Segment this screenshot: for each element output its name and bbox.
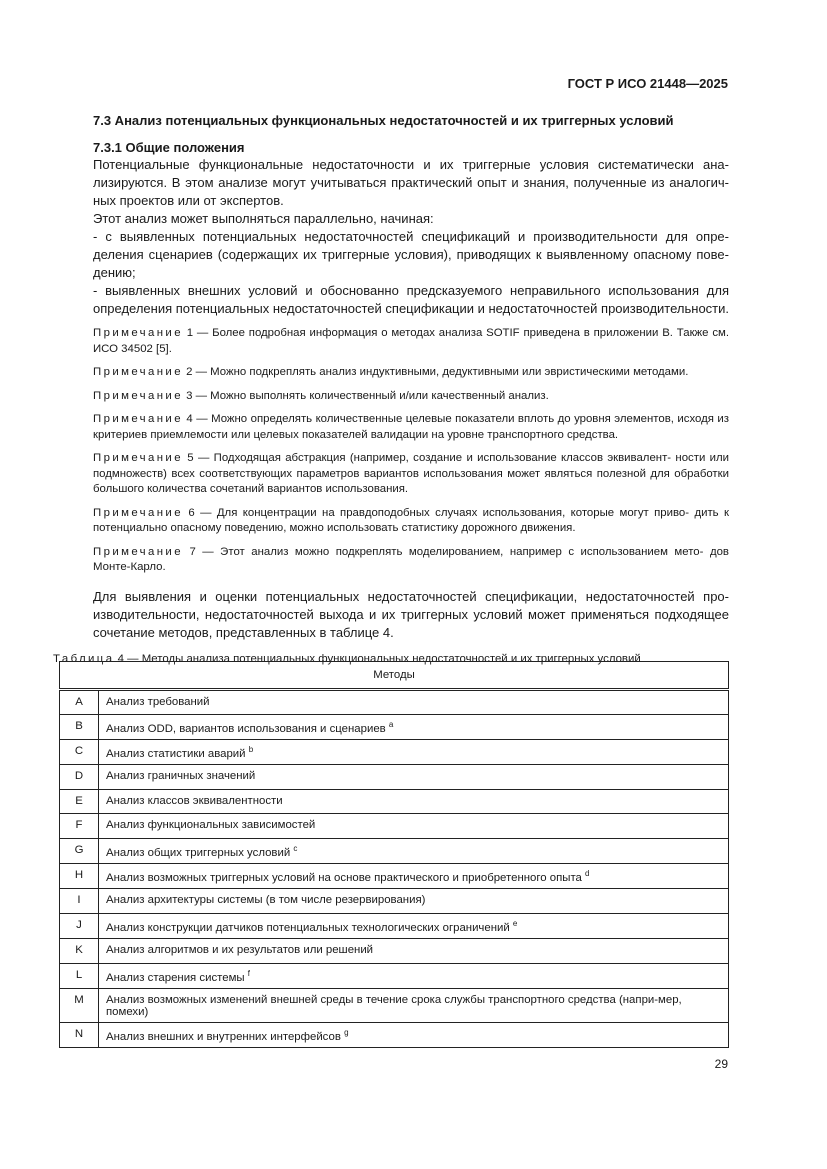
closing-line-1: Для выявления и оценки потенциальных недостаточностей спецификации, недостаточностей про- [93,588,729,604]
note-continuation: методами. [633,366,689,378]
note-3 [93,389,729,405]
closing-line-3: сочетание методов, представленных в таблице 4. [93,624,394,640]
note-text: — Можно определять количественные целевые показатели вплоть до уровня элементов, [196,413,674,425]
method-code: N [60,1022,99,1047]
note-label: Примечание [93,545,183,558]
method-code: K [60,938,99,963]
method-code: J [60,913,99,938]
table-row [60,814,729,839]
note-label: Примечание [93,506,183,519]
section-content [53,112,730,671]
note-6 [93,506,729,537]
note-text: — Подходящая абстракция (например, создание и использование классов эквивалент- [197,452,672,464]
method-cell [99,963,729,988]
note-label: Примечание [93,366,183,378]
footnote-marker: c [293,844,298,854]
methods-table [59,661,729,1048]
method-name: Анализ возможных изменений внешней среды в течение срока службы транспортного средства (напри-мер, помехи) [106,993,682,1018]
intro-line-3: ных проектов или от экспертов. [93,193,284,208]
note-4 [93,412,729,443]
bullet-item-2 [93,282,729,318]
method-code: L [60,963,99,988]
method-cell [99,690,729,715]
table-row [60,839,729,864]
bullet-1-line-1: - с выявленных потенциальных недостаточностей спецификаций и производительности для опре- [93,229,729,244]
note-number: 2 [186,366,193,378]
method-code: I [60,889,99,914]
method-code: M [60,988,99,1022]
method-name: Анализ алгоритмов и их результатов или решений [106,943,374,956]
note-continuation: Также см. ИСО 34502 [5]. [93,327,730,355]
method-name: Анализ архитектуры системы (в том числе резервирования) [106,894,426,907]
bullet-2-line-1: - выявленных внешних условий и обоснованно предсказуемого неправильного использования для [93,283,729,298]
table-row [60,864,729,889]
footnote-marker: f [247,968,250,978]
table-row [60,789,729,814]
note-continuation: дов Монте-Карло. [93,545,729,573]
note-continuation: исходя из критериев приемлемости или целевых показателей валидации на уровне транспортного средства. [93,413,729,441]
table-row [60,690,729,715]
method-code: G [60,839,99,864]
bullet-1-line-3: дению; [93,265,136,280]
footnote-marker: e [512,918,518,928]
bullet-2-line-2: определения потенциальных недостаточностей спецификации и недостаточностей производительности. [93,301,730,316]
intro-line-2: лизируются. В этом анализе могут учитываться практический опыт и знания, полученные из аналогич- [93,175,729,190]
table-row [60,963,729,988]
method-cell [99,1022,729,1047]
note-number: 4 [186,413,193,425]
note-number: 7 [189,545,196,558]
note-number: 3 [186,389,193,402]
method-cell [99,764,729,789]
method-cell [99,839,729,864]
note-label: Примечание [93,452,183,464]
paragraph-parallel: Этот анализ может выполняться параллельно, начиная: [93,211,434,226]
method-name: Анализ статистики аварий [106,747,246,760]
note-continuation: дить к потенциально опасному поведению, можно использовать статистику дорожного движения. [93,506,729,534]
closing-paragraph [93,588,729,642]
method-code: D [60,764,99,789]
subsection-title: 7.3.1 Общие положения [93,140,245,155]
note-number: 6 [188,506,195,519]
method-cell [99,814,729,839]
method-code: E [60,789,99,814]
bullet-1-line-2: деления сценариев (содержащих их триггерные условия), приводящих к выявленному опасному пове- [93,247,729,262]
method-cell [99,864,729,889]
method-name: Анализ требований [106,696,210,708]
note-text: — Можно подкреплять анализ индуктивными, дедуктивными или эвристическими [195,366,630,378]
table-row [60,938,729,963]
note-text: — Можно выполнять количественный и/или качественный анализ. [195,389,549,402]
method-name: Анализ возможных триггерных условий на основе практического и приобретенного опыта [106,872,582,885]
intro-line-1: Потенциальные функциональные недостаточности и их триггерные условия систематически ана- [93,157,729,172]
footnote-marker: g [344,1027,349,1037]
method-name: Анализ старения системы [106,971,245,984]
method-code: F [60,814,99,839]
table-row [60,988,729,1022]
method-code: C [60,739,99,764]
table-header-row [60,662,729,690]
note-2 [93,365,729,381]
note-7 [93,545,729,576]
method-cell [99,988,729,1022]
footnote-marker: a [388,719,394,729]
footnote-marker: b [248,744,254,754]
method-code: A [60,690,99,715]
table-body [60,690,729,1048]
note-continuation: ности или подмножеств) всех соответствующих параметров вариантов использования может являться полезной для обработки большого количества сочетаний вариантов использования. [93,452,730,495]
note-number: 1 [186,327,194,339]
method-cell [99,789,729,814]
document-header: ГОСТ Р ИСО 21448—2025 [567,76,728,91]
table-row [60,764,729,789]
method-name: Анализ общих триггерных условий [106,847,291,860]
bullet-item-1 [93,228,729,282]
method-name: Анализ ODD, вариантов использования и сценариев [106,722,386,735]
table-row [60,714,729,739]
method-cell [99,938,729,963]
method-cell [99,913,729,938]
table-row [60,739,729,764]
page-number: 29 [714,1057,728,1071]
table-caption-label: Таблица [53,652,115,665]
table-caption-text: 4 — Методы анализа потенциальных функциональных недостаточностей и их триггерных условий [117,652,641,665]
method-cell [99,739,729,764]
section-title: 7.3 Анализ потенциальных функциональных недостаточностей и их триггерных условий [93,113,674,128]
method-code: B [60,714,99,739]
table-row [60,913,729,938]
note-number: 5 [187,452,194,464]
note-text: — Этот анализ можно подкреплять моделированием, например с использованием мето- [202,545,704,558]
table-row [60,1022,729,1047]
method-code: H [60,864,99,889]
paragraph-intro [93,156,729,210]
table-header-methods: Методы [60,662,729,690]
note-1 [93,326,729,357]
note-label: Примечание [93,389,183,402]
method-name: Анализ конструкции датчиков потенциальных технологических ограничений [106,921,510,934]
footnote-marker: d [585,869,590,879]
method-cell [99,889,729,914]
method-cell [99,714,729,739]
method-name: Анализ внешних и внутренних интерфейсов [106,1030,341,1043]
note-text: — Более подробная информация о методах анализа SOTIF приведена в приложении В. [196,327,673,339]
note-label: Примечание [93,327,183,339]
note-5 [93,451,729,498]
method-name: Анализ граничных значений [106,769,256,782]
method-name: Анализ функциональных зависимостей [106,819,316,832]
note-label: Примечание [93,413,183,425]
table-row [60,889,729,914]
method-name: Анализ классов эквивалентности [106,794,283,807]
closing-line-2: изводительности, недостаточностей выхода и их триггерных условий может применяться подходящее [93,606,729,622]
note-text: — Для концентрации на правдоподобных случаях использования, которые могут приво- [200,506,690,519]
